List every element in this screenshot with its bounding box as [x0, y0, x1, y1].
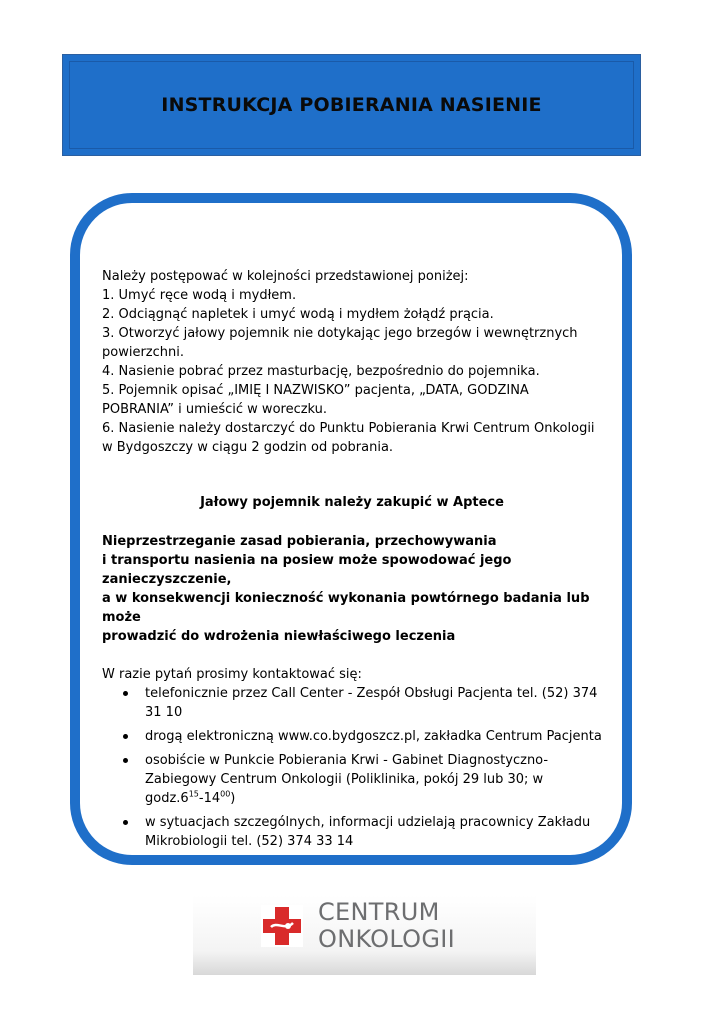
step-item: 4. Nasienie pobrać przez masturbację, bezpośrednio do pojemnika.	[102, 364, 540, 379]
contact-item-in-person	[102, 751, 602, 808]
contact-item-special	[102, 813, 602, 851]
contact-item-web	[102, 727, 602, 746]
contact-list	[102, 684, 602, 851]
warning-line: i transportu nasienia na posiew może spowodować jego zanieczyszczenie,	[102, 553, 512, 587]
step-item: 1. Umyć ręce wodą i mydłem.	[102, 288, 297, 303]
header-banner	[62, 54, 641, 156]
contact-phone-text: telefonicznie przez Call Center - Zespół Obsługi Pacjenta tel. (52) 374 31 10	[145, 686, 598, 720]
step-item: 5. Pojemnik opisać „IMIĘ I NAZWISKO” pacjenta, „DATA, GODZINA POBRANIA” i umieścić w woreczku.	[102, 383, 529, 417]
warning-text	[102, 532, 602, 646]
logo-line-1: CENTRUM	[318, 898, 440, 926]
warning-line: a w konsekwencji konieczność wykonania powtórnego badania lub może	[102, 591, 590, 625]
warning-line: Nieprzestrzeganie zasad pobierania, przechowywania	[102, 534, 497, 549]
hours-to-sup: 00	[220, 789, 231, 799]
contact-special-text: w sytuacjach szczególnych, informacji udzielają pracownicy Zakładu Mikrobiologii tel. (52) 374 33 14	[145, 815, 591, 849]
container-note: Jałowy pojemnik należy zakupić w Aptece	[200, 495, 504, 510]
logo-line-2: ONKOLOGII	[318, 925, 456, 953]
steps-list	[102, 286, 602, 457]
instructions-content	[102, 267, 602, 856]
logo-text	[318, 899, 455, 953]
page-title: INSTRUKCJA POBIERANIA NASIENIE	[161, 94, 542, 116]
step-item: 3. Otworzyć jałowy pojemnik nie dotykając jego brzegów i wewnętrznych powierzchni.	[102, 326, 578, 360]
step-item: 6. Nasienie należy dostarczyć do Punktu Pobierania Krwi Centrum Onkologii w Bydgoszczy w ciągu 2 godzin od pobrania.	[102, 421, 595, 455]
header-inner	[69, 61, 634, 149]
intro-text: Należy postępować w kolejności przedstawionej poniżej:	[102, 269, 469, 284]
medical-cross-icon	[261, 905, 303, 947]
hours-from-sup: 15	[188, 789, 199, 799]
hours-close: )	[230, 791, 236, 806]
step-item: 2. Odciągnąć napletek i umyć wodą i mydłem żołądź prącia.	[102, 307, 494, 322]
contact-web-text: drogą elektroniczną www.co.bydgoszcz.pl, zakładka Centrum Pacjenta	[145, 729, 602, 744]
contact-item-phone	[102, 684, 602, 722]
hours-dash: -14	[198, 791, 221, 806]
contact-intro: W razie pytań prosimy kontaktować się:	[102, 667, 362, 682]
contact-in-person-text: osobiście w Punkcie Pobierania Krwi - Gabinet Diagnostyczno-Zabiegowy Centrum Onkologii (Poliklinika, pokój 29 lub 30; w godz.6	[145, 753, 549, 806]
centrum-onkologii-logo	[193, 895, 536, 975]
warning-line: prowadzić do wdrożenia niewłaściwego leczenia	[102, 629, 456, 644]
